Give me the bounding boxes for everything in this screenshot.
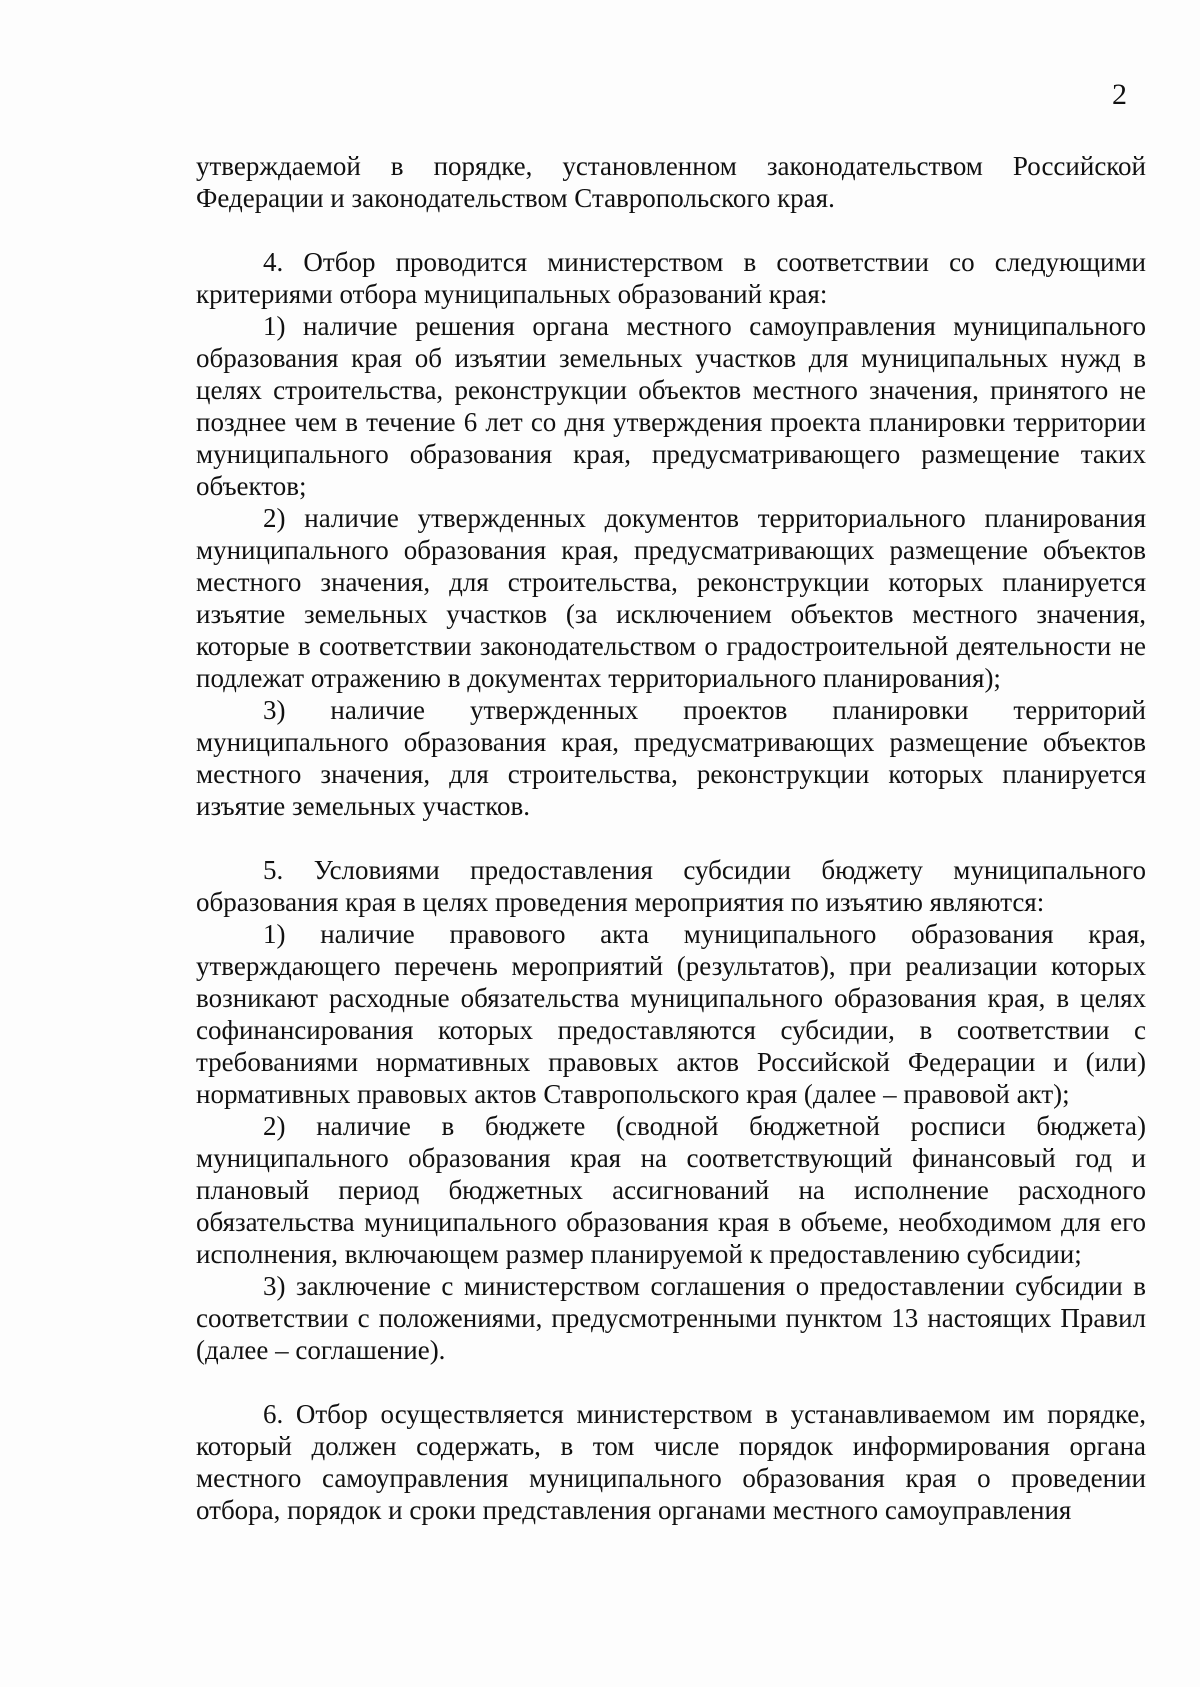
paragraph-clause-4-item-3: 3) наличие утвержденных проектов планировки территорий муниципального образования края, предусматривающих размещение объектов местного значения, для строительства, реконструкции которых планируется изъятие земельных участков. [196,695,1146,821]
paragraph-clause-4-item-1: 1) наличие решения органа местного самоуправления муниципального образования края об изъятии земельных участков для муниципальных нужд в целях строительства, реконструкции объектов местного значения, принятого не позднее чем в течение 6 лет со дня утверждения проекта планировки территории муниципального образования края, предусматривающего размещение таких объектов; [196,311,1146,501]
paragraph-clause-5-item-3: 3) заключение с министерством соглашения о предоставлении субсидии в соответствии с положениями, предусмотренными пунктом 13 настоящих Правил (далее – соглашение). [196,1271,1146,1365]
document-body [196,150,1146,1526]
paragraph-clause-4-item-2: 2) наличие утвержденных документов территориального планирования муниципального образования края, предусматривающих размещение объектов местного значения, для строительства, реконструкции которых планируется изъятие земельных участков (за исключением объектов местного значения, которые в соответствии законодательством о градостроительной деятельности не подлежат отражению в документах территориального планирования); [196,503,1146,693]
paragraph-clause-5: 5. Условиями предоставления субсидии бюджету муниципального образования края в целях проведения мероприятия по изъятию являются: [196,855,1146,917]
paragraph-clause-4: 4. Отбор проводится министерством в соответствии со следующими критериями отбора муниципальных образований края: [196,247,1146,309]
page-number: 2 [1112,78,1127,111]
paragraph-clause-5-item-2: 2) наличие в бюджете (сводной бюджетной росписи бюджета) муниципального образования края на соответствующий финансовый год и плановый период бюджетных ассигнований на исполнение расходного обязательства муниципального образования края в объеме, необходимом для его исполнения, включающем размер планируемой к предоставлению субсидии; [196,1111,1146,1269]
paragraph-continuation: утверждаемой в порядке, установленном законодательством Российской Федерации и законодательством Ставропольского края. [196,151,1146,213]
paragraph-clause-6: 6. Отбор осуществляется министерством в устанавливаемом им порядке, который должен содержать, в том числе порядок информирования органа местного самоуправления муниципального образования края о проведении отбора, порядок и сроки представления органами местного самоуправления [196,1399,1146,1525]
paragraph-clause-5-item-1: 1) наличие правового акта муниципального образования края, утверждающего перечень мероприятий (результатов), при реализации которых возникают расходные обязательства муниципального образования края, в целях софинансирования которых предоставляются субсидии, в соответствии с требованиями нормативных правовых актов Российской Федерации и (или) нормативных правовых актов Ставропольского края (далее – правовой акт); [196,919,1146,1109]
